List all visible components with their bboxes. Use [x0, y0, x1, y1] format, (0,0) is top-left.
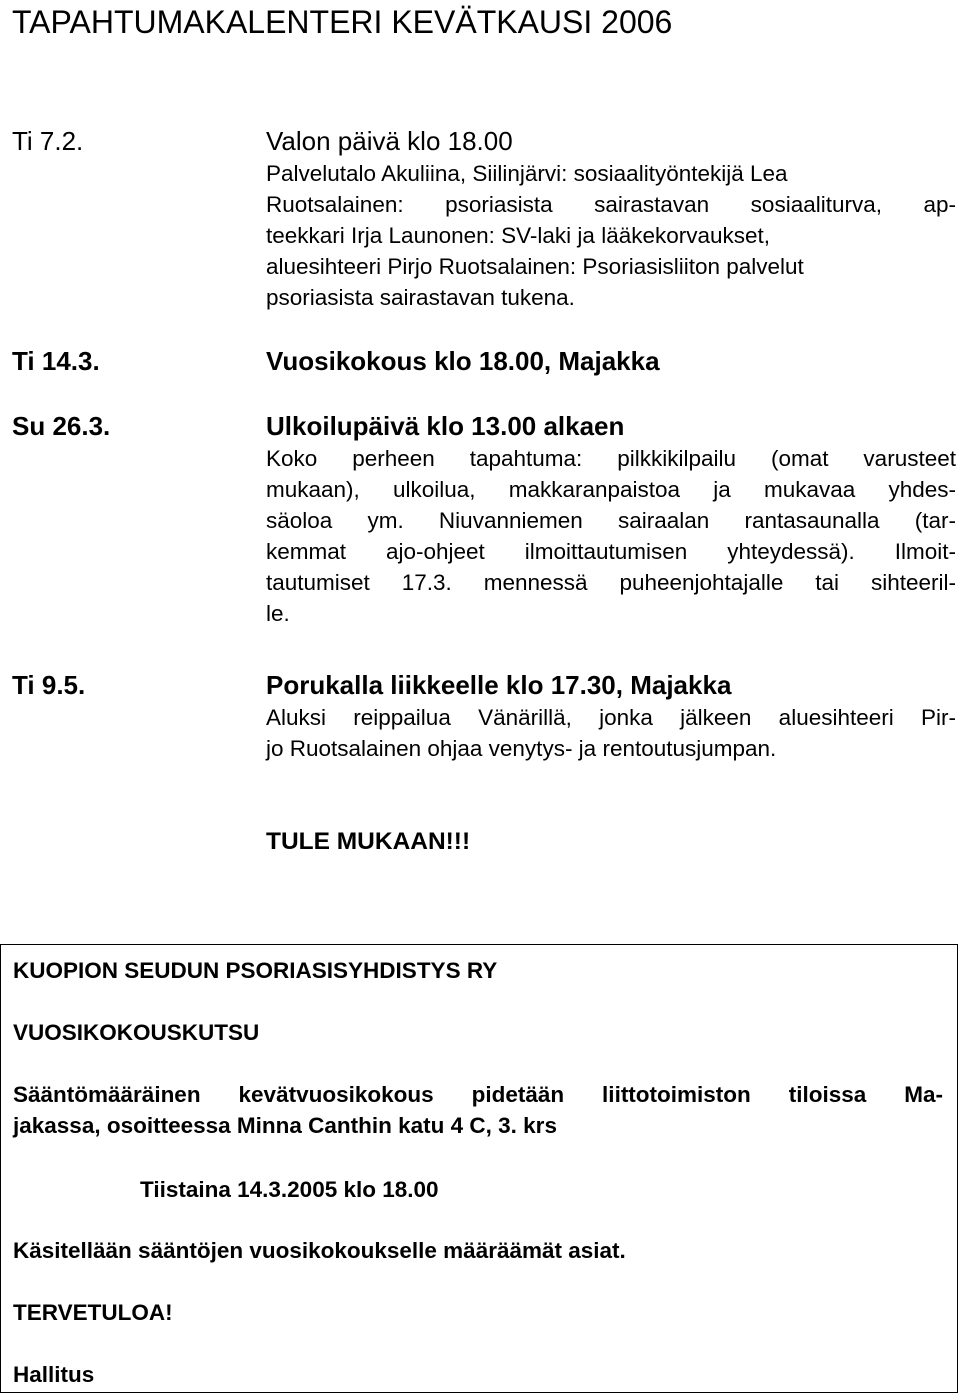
description-line: teekkari Irja Launonen: SV-laki ja lääkekorvaukset,	[266, 223, 771, 248]
description-line: le.	[266, 601, 290, 626]
description-line: mukaan), ulkoilua, makkaranpaistoa ja mukavaa yhdes-	[266, 477, 956, 502]
welcome-text: TERVETULOA!	[13, 1300, 173, 1325]
meeting-datetime: Tiistaina 14.3.2005 klo 18.00	[140, 1177, 439, 1202]
meeting-agenda: Käsitellään sääntöjen vuosikokoukselle määräämät asiat.	[13, 1238, 626, 1263]
event-date: Su 26.3.	[12, 411, 111, 441]
event-title: Vuosikokous klo 18.00, Majakka	[266, 346, 660, 376]
event-description	[266, 443, 956, 629]
event-title: Valon päivä klo 18.00	[266, 126, 513, 156]
description-line: psoriasista sairastavan tukena.	[266, 285, 575, 310]
event-date: Ti 9.5.	[12, 670, 86, 700]
invitation-body	[13, 1079, 943, 1141]
body-line: jakassa, osoitteessa Minna Canthin katu 4 C, 3. krs	[13, 1113, 557, 1138]
description-line: Aluksi reippailua Vänärillä, jonka jälkeen aluesihteeri Pir-	[266, 705, 956, 730]
signature: Hallitus	[13, 1362, 95, 1387]
description-line: Palvelutalo Akuliina, Siilinjärvi: sosiaalityöntekijä Lea	[266, 161, 788, 186]
description-line: jo Ruotsalainen ohjaa venytys- ja rentoutusjumpan.	[266, 736, 777, 761]
event-date: Ti 7.2.	[12, 126, 84, 156]
description-line: tautumiset 17.3. mennessä puheenjohtajalle tai sihteeril-	[266, 570, 956, 595]
call-to-action: TULE MUKAAN!!!	[266, 828, 471, 855]
description-line: Koko perheen tapahtuma: pilkkikilpailu (omat varusteet	[266, 446, 956, 471]
description-line: aluesihteeri Pirjo Ruotsalainen: Psoriasisliiton palvelut	[266, 254, 804, 279]
event-description	[266, 158, 956, 313]
event-title: Ulkoilupäivä klo 13.00 alkaen	[266, 411, 625, 441]
event-date: Ti 14.3.	[12, 346, 100, 376]
event-title: Porukalla liikkeelle klo 17.30, Majakka	[266, 670, 732, 700]
body-line: Sääntömääräinen kevätvuosikokous pidetään liittotoimiston tiloissa Ma-	[13, 1082, 943, 1107]
event-description	[266, 702, 956, 764]
organization-name: KUOPION SEUDUN PSORIASISYHDISTYS RY	[13, 958, 498, 983]
description-line: kemmat ajo-ohjeet ilmoittautumisen yhteydessä). Ilmoit-	[266, 539, 956, 564]
invitation-heading: VUOSIKOKOUSKUTSU	[13, 1020, 260, 1045]
page-title: TAPAHTUMAKALENTERI KEVÄTKAUSI 2006	[12, 4, 673, 40]
description-line: säoloa ym. Niuvanniemen sairaalan rantasaunalla (tar-	[266, 508, 956, 533]
description-line: Ruotsalainen: psoriasista sairastavan sosiaaliturva, ap-	[266, 192, 956, 217]
invitation-box	[0, 944, 958, 1393]
